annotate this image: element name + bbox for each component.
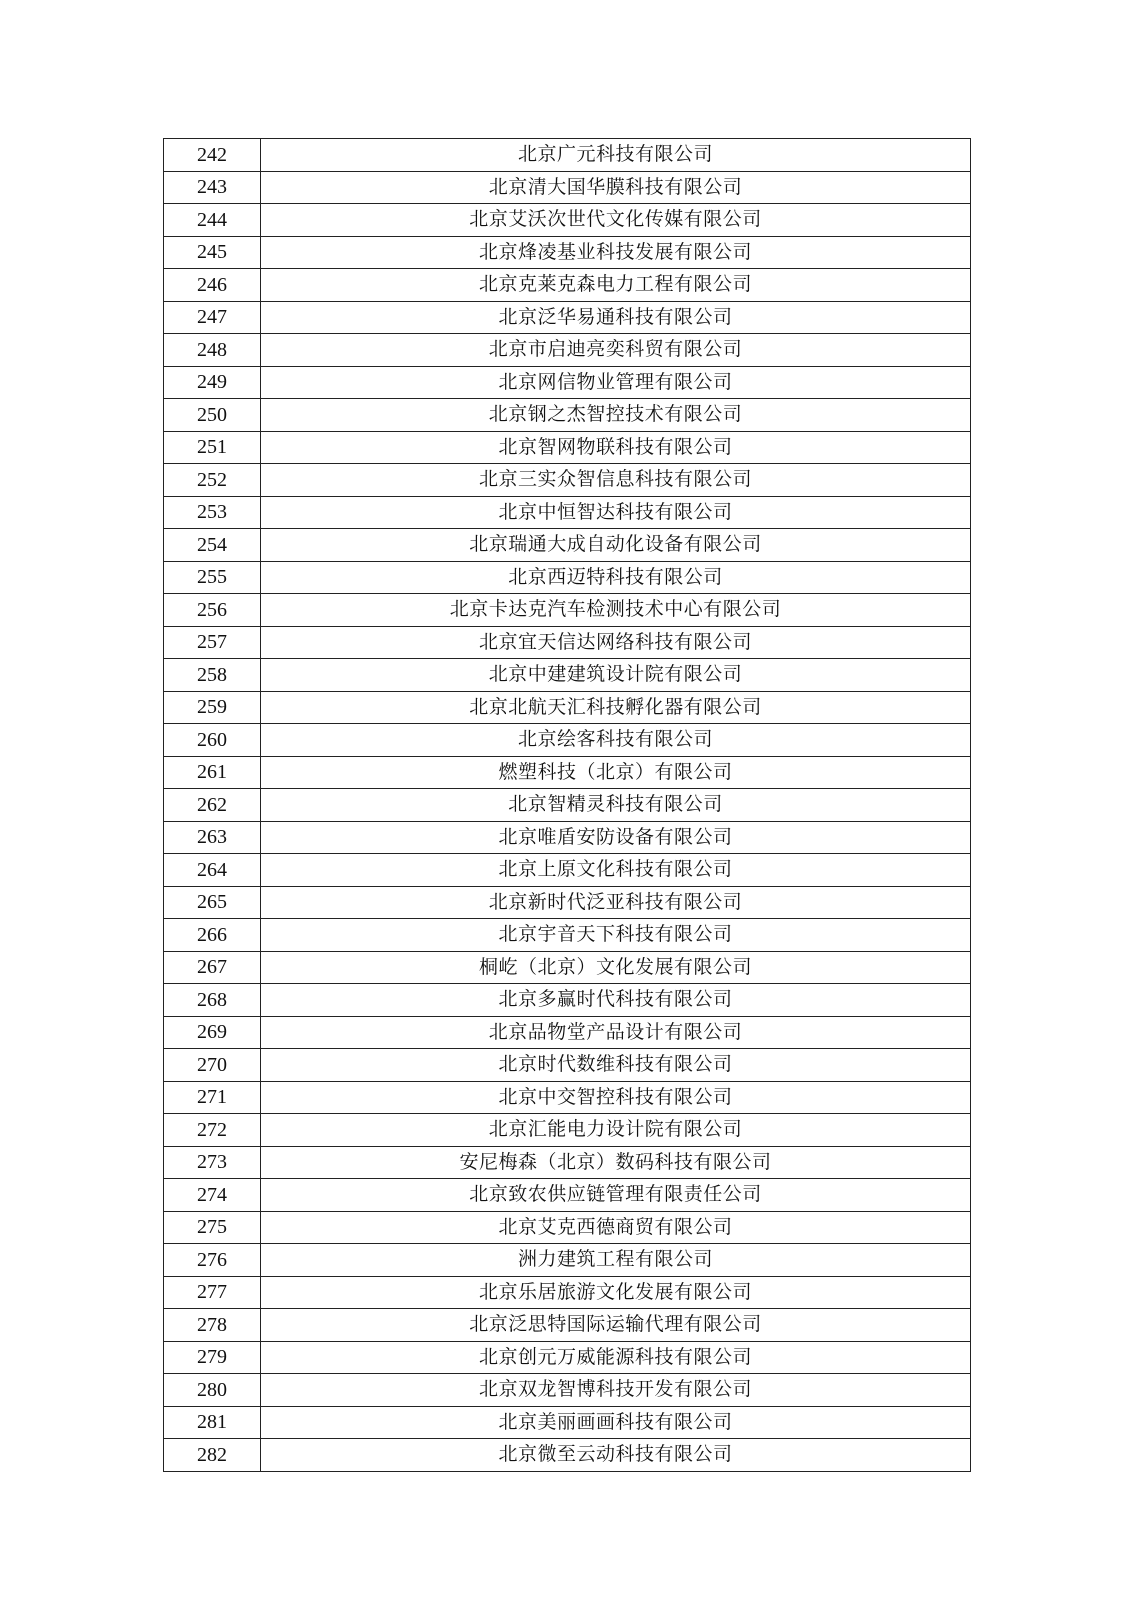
row-number: 269	[164, 1016, 261, 1049]
company-name: 北京北航天汇科技孵化器有限公司	[261, 691, 971, 724]
company-name: 北京汇能电力设计院有限公司	[261, 1114, 971, 1147]
company-name: 北京艾沃次世代文化传媒有限公司	[261, 204, 971, 237]
table-row	[164, 724, 971, 757]
company-name: 北京三实众智信息科技有限公司	[261, 464, 971, 497]
row-number: 264	[164, 854, 261, 887]
table-row	[164, 1081, 971, 1114]
company-list-table	[163, 138, 971, 1472]
company-name: 北京中恒智达科技有限公司	[261, 496, 971, 529]
company-name: 北京品物堂产品设计有限公司	[261, 1016, 971, 1049]
row-number: 280	[164, 1374, 261, 1407]
company-name: 北京多赢时代科技有限公司	[261, 984, 971, 1017]
table-row	[164, 1179, 971, 1212]
row-number: 257	[164, 626, 261, 659]
row-number: 247	[164, 301, 261, 334]
table-row	[164, 984, 971, 1017]
row-number: 252	[164, 464, 261, 497]
table-row	[164, 1049, 971, 1082]
row-number: 256	[164, 594, 261, 627]
table-row	[164, 1439, 971, 1472]
row-number: 254	[164, 529, 261, 562]
table-row	[164, 1341, 971, 1374]
row-number: 274	[164, 1179, 261, 1212]
table-row	[164, 951, 971, 984]
company-name: 洲力建筑工程有限公司	[261, 1244, 971, 1277]
company-name: 北京泛思特国际运输代理有限公司	[261, 1309, 971, 1342]
row-number: 242	[164, 139, 261, 172]
table-row	[164, 399, 971, 432]
company-name: 北京宇音天下科技有限公司	[261, 919, 971, 952]
company-name: 北京网信物业管理有限公司	[261, 366, 971, 399]
row-number: 249	[164, 366, 261, 399]
row-number: 266	[164, 919, 261, 952]
row-number: 243	[164, 171, 261, 204]
table-row	[164, 561, 971, 594]
company-name: 燃塑科技（北京）有限公司	[261, 756, 971, 789]
table-row	[164, 139, 971, 172]
table-row	[164, 1146, 971, 1179]
company-name: 北京广元科技有限公司	[261, 139, 971, 172]
company-name: 北京清大国华膜科技有限公司	[261, 171, 971, 204]
company-name: 北京致农供应链管理有限责任公司	[261, 1179, 971, 1212]
table-row	[164, 886, 971, 919]
company-name: 北京钢之杰智控技术有限公司	[261, 399, 971, 432]
company-name: 北京艾克西德商贸有限公司	[261, 1211, 971, 1244]
row-number: 276	[164, 1244, 261, 1277]
table-row	[164, 1309, 971, 1342]
row-number: 258	[164, 659, 261, 692]
row-number: 250	[164, 399, 261, 432]
row-number: 281	[164, 1406, 261, 1439]
company-name: 北京中交智控科技有限公司	[261, 1081, 971, 1114]
row-number: 268	[164, 984, 261, 1017]
row-number: 270	[164, 1049, 261, 1082]
table-row	[164, 659, 971, 692]
company-name: 北京泛华易通科技有限公司	[261, 301, 971, 334]
table-row	[164, 334, 971, 367]
company-name: 北京瑞通大成自动化设备有限公司	[261, 529, 971, 562]
row-number: 278	[164, 1309, 261, 1342]
row-number: 263	[164, 821, 261, 854]
company-name: 北京宜天信达网络科技有限公司	[261, 626, 971, 659]
company-name: 北京智网物联科技有限公司	[261, 431, 971, 464]
company-name: 北京中建建筑设计院有限公司	[261, 659, 971, 692]
table-row	[164, 789, 971, 822]
row-number: 248	[164, 334, 261, 367]
company-name: 北京绘客科技有限公司	[261, 724, 971, 757]
row-number: 272	[164, 1114, 261, 1147]
row-number: 251	[164, 431, 261, 464]
table-row	[164, 529, 971, 562]
table-row	[164, 1276, 971, 1309]
table-body	[164, 139, 971, 1472]
company-name: 北京唯盾安防设备有限公司	[261, 821, 971, 854]
company-name: 北京卡达克汽车检测技术中心有限公司	[261, 594, 971, 627]
table-row	[164, 1211, 971, 1244]
row-number: 275	[164, 1211, 261, 1244]
table-row	[164, 594, 971, 627]
row-number: 245	[164, 236, 261, 269]
table-row	[164, 301, 971, 334]
company-name: 北京烽凌基业科技发展有限公司	[261, 236, 971, 269]
table-row	[164, 1244, 971, 1277]
row-number: 261	[164, 756, 261, 789]
table-row	[164, 496, 971, 529]
company-name: 北京微至云动科技有限公司	[261, 1439, 971, 1472]
row-number: 265	[164, 886, 261, 919]
row-number: 255	[164, 561, 261, 594]
table-row	[164, 854, 971, 887]
company-name: 北京智精灵科技有限公司	[261, 789, 971, 822]
row-number: 279	[164, 1341, 261, 1374]
row-number: 253	[164, 496, 261, 529]
row-number: 282	[164, 1439, 261, 1472]
row-number: 273	[164, 1146, 261, 1179]
table-row	[164, 204, 971, 237]
table-row	[164, 626, 971, 659]
row-number: 259	[164, 691, 261, 724]
company-name: 北京西迈特科技有限公司	[261, 561, 971, 594]
table-row	[164, 1406, 971, 1439]
table-row	[164, 366, 971, 399]
company-name: 北京美丽画画科技有限公司	[261, 1406, 971, 1439]
row-number: 277	[164, 1276, 261, 1309]
table-row	[164, 919, 971, 952]
company-name: 安尼梅森（北京）数码科技有限公司	[261, 1146, 971, 1179]
table-row	[164, 1114, 971, 1147]
table-row	[164, 1016, 971, 1049]
table-row	[164, 756, 971, 789]
company-name: 北京乐居旅游文化发展有限公司	[261, 1276, 971, 1309]
company-name: 北京时代数维科技有限公司	[261, 1049, 971, 1082]
company-name: 北京新时代泛亚科技有限公司	[261, 886, 971, 919]
row-number: 271	[164, 1081, 261, 1114]
table-row	[164, 821, 971, 854]
table-row	[164, 691, 971, 724]
row-number: 267	[164, 951, 261, 984]
company-name: 北京市启迪亮奕科贸有限公司	[261, 334, 971, 367]
company-name: 北京上原文化科技有限公司	[261, 854, 971, 887]
row-number: 244	[164, 204, 261, 237]
table-row	[164, 269, 971, 302]
table-row	[164, 171, 971, 204]
row-number: 260	[164, 724, 261, 757]
table-row	[164, 236, 971, 269]
row-number: 262	[164, 789, 261, 822]
table-row	[164, 464, 971, 497]
row-number: 246	[164, 269, 261, 302]
company-name: 北京克莱克森电力工程有限公司	[261, 269, 971, 302]
company-name: 北京双龙智博科技开发有限公司	[261, 1374, 971, 1407]
company-name: 北京创元万威能源科技有限公司	[261, 1341, 971, 1374]
table-row	[164, 431, 971, 464]
table-row	[164, 1374, 971, 1407]
company-name: 桐屹（北京）文化发展有限公司	[261, 951, 971, 984]
